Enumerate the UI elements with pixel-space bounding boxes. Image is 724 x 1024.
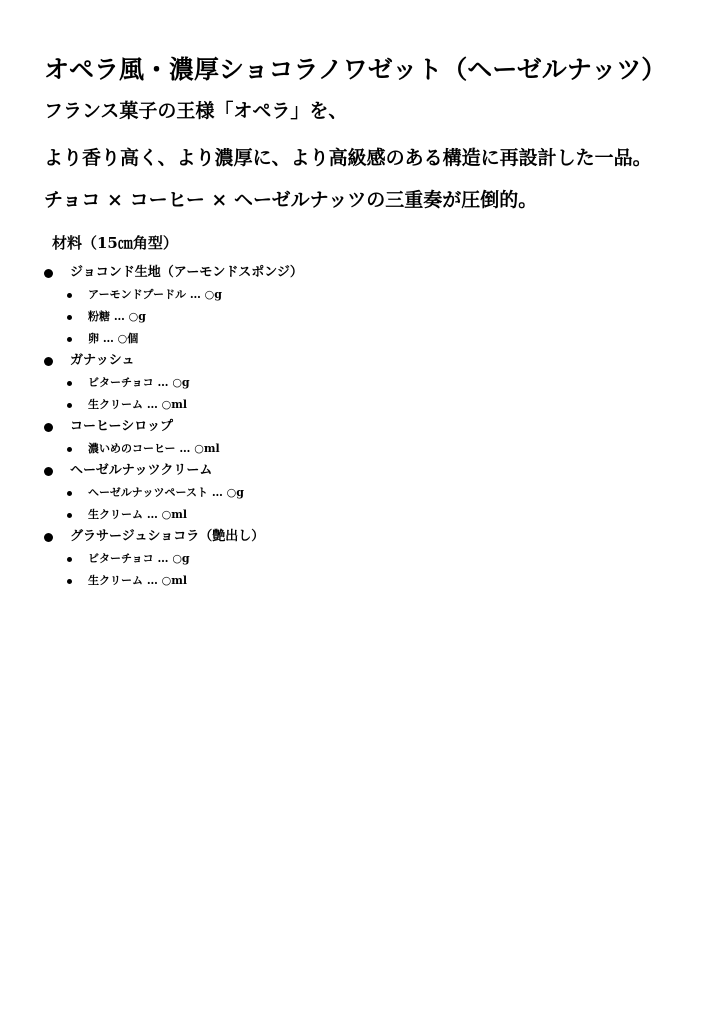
- small-bullet-icon: [67, 337, 72, 342]
- list-item: [0, 284, 724, 306]
- ingredient-group-hazelnut-cream: [0, 460, 724, 526]
- lead-line-3: チョコ × コーヒー × ヘーゼルナッツの三重奏が圧倒的。: [44, 189, 538, 211]
- small-bullet-icon: [67, 513, 72, 518]
- item-label: 粉糖 … ○g: [88, 310, 146, 323]
- group-label: グラサージュショコラ（艶出し）: [70, 529, 265, 544]
- group-row: [0, 350, 724, 372]
- group-label: コーヒーシロップ: [70, 419, 173, 434]
- small-bullet-icon: [67, 293, 72, 298]
- group-label: ヘーゼルナッツクリーム: [70, 463, 213, 478]
- small-bullet-icon: [67, 403, 72, 408]
- small-bullet-icon: [67, 557, 72, 562]
- item-label: 生クリーム … ○ml: [88, 574, 188, 587]
- group-row: [0, 262, 724, 284]
- lead-line-1: フランス菓子の王様「オペラ」を、: [44, 100, 348, 122]
- small-bullet-icon: [67, 579, 72, 584]
- group-items: [0, 482, 724, 526]
- list-item: [0, 372, 724, 394]
- ingredients-list: [0, 262, 724, 592]
- bullet-icon: [44, 357, 53, 366]
- group-items: [0, 284, 724, 350]
- item-label: ビターチョコ … ○g: [88, 376, 190, 389]
- group-items: [0, 438, 724, 460]
- bullet-icon: [44, 269, 53, 278]
- bullet-icon: [44, 533, 53, 542]
- group-row: [0, 416, 724, 438]
- small-bullet-icon: [67, 315, 72, 320]
- group-label: ジョコンド生地（アーモンドスポンジ）: [70, 265, 303, 280]
- bullet-icon: [44, 423, 53, 432]
- group-row: [0, 526, 724, 548]
- small-bullet-icon: [67, 447, 72, 452]
- item-label: 卵 … ○個: [88, 332, 139, 345]
- group-items: [0, 548, 724, 592]
- item-label: 生クリーム … ○ml: [88, 508, 188, 521]
- small-bullet-icon: [67, 491, 72, 496]
- group-label: ガナッシュ: [70, 353, 135, 368]
- list-item: [0, 438, 724, 460]
- ingredients-heading: 材料（15㎝角型）: [52, 234, 178, 252]
- ingredient-group-coffee-syrup: [0, 416, 724, 460]
- item-label: アーモンドプードル … ○g: [88, 288, 222, 301]
- list-item: [0, 570, 724, 592]
- item-label: 濃いめのコーヒー … ○ml: [88, 442, 220, 455]
- bullet-icon: [44, 467, 53, 476]
- list-item: [0, 328, 724, 350]
- group-row: [0, 460, 724, 482]
- list-item: [0, 504, 724, 526]
- group-items: [0, 372, 724, 416]
- ingredient-group-glacage: [0, 526, 724, 592]
- list-item: [0, 482, 724, 504]
- small-bullet-icon: [67, 381, 72, 386]
- recipe-title: オペラ風・濃厚ショコラノワゼット（ヘーゼルナッツ）: [44, 55, 667, 84]
- ingredient-group-joconde: [0, 262, 724, 350]
- list-item: [0, 394, 724, 416]
- item-label: ビターチョコ … ○g: [88, 552, 190, 565]
- lead-line-2: より香り高く、より濃厚に、より高級感のある構造に再設計した一品。: [44, 147, 652, 169]
- item-label: 生クリーム … ○ml: [88, 398, 188, 411]
- item-label: ヘーゼルナッツペースト … ○g: [88, 486, 244, 499]
- list-item: [0, 306, 724, 328]
- list-item: [0, 548, 724, 570]
- ingredient-group-ganache: [0, 350, 724, 416]
